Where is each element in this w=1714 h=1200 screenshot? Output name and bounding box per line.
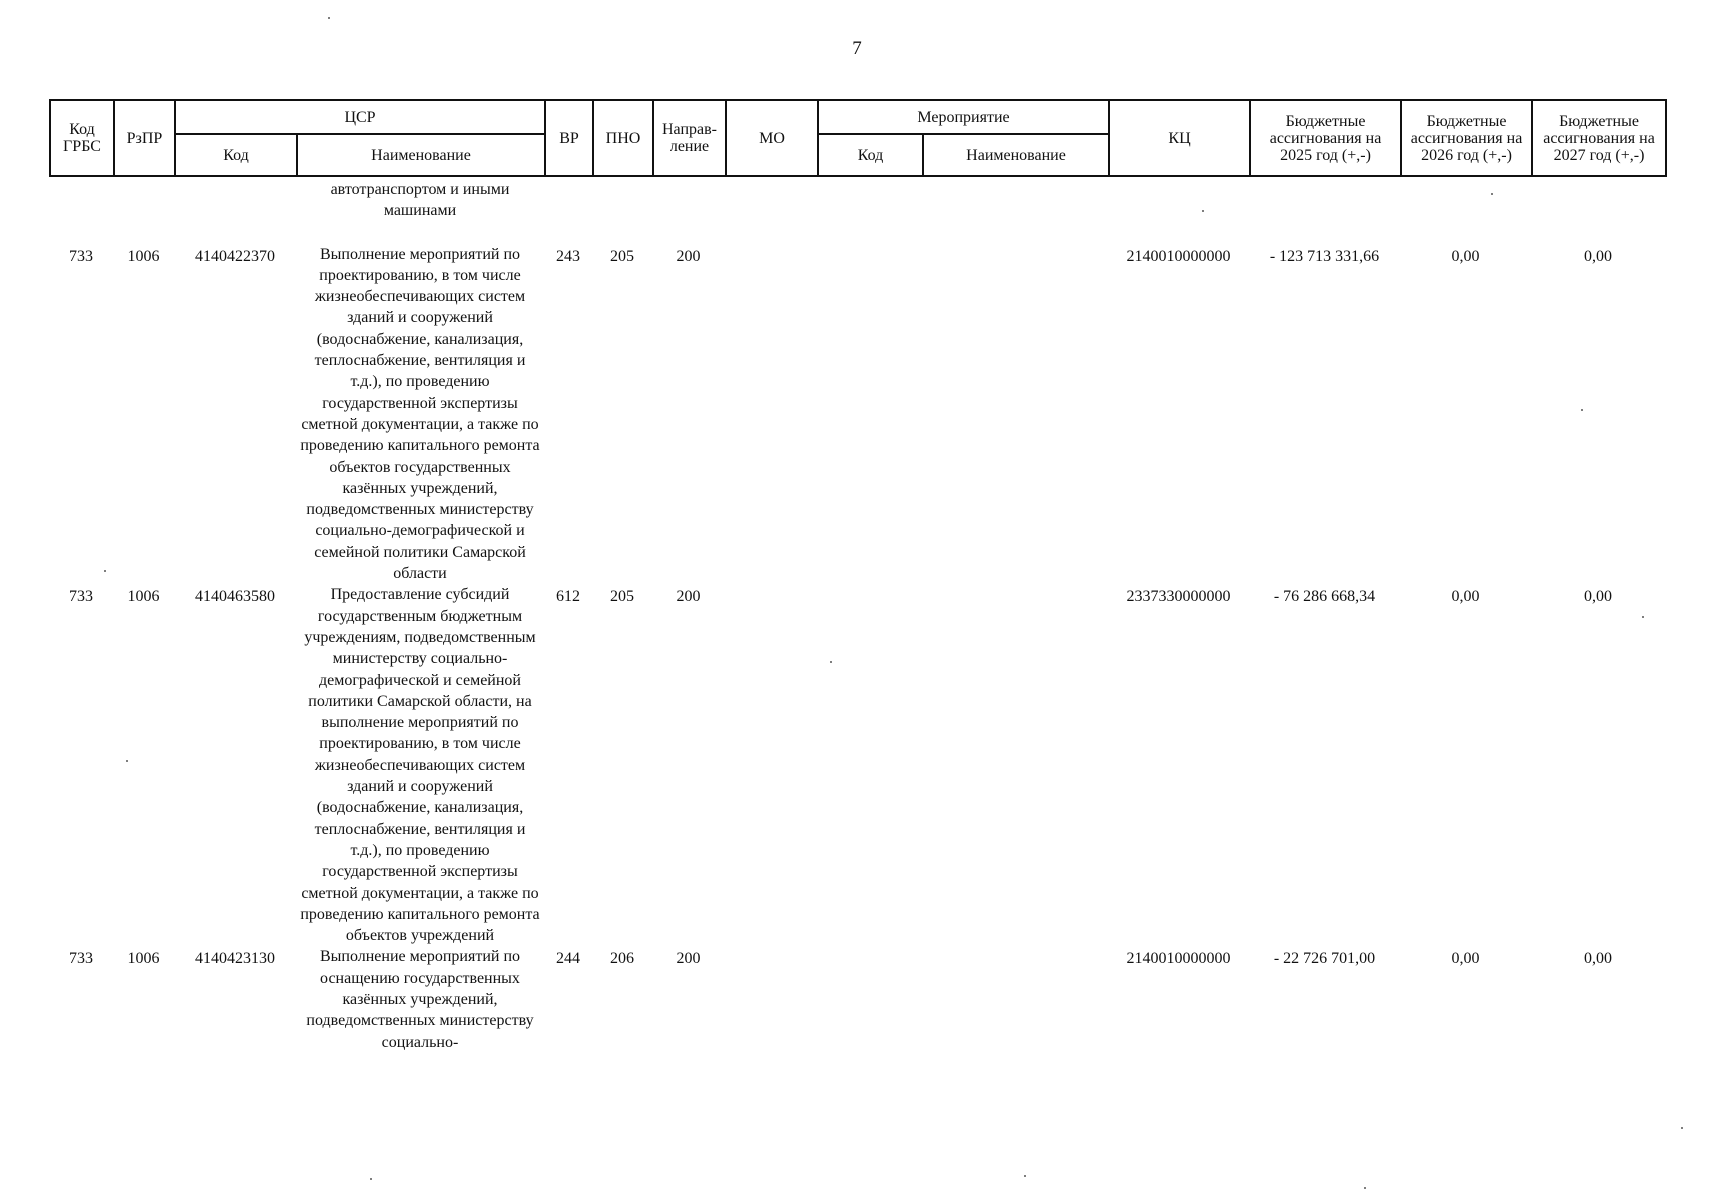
cell-rzpr: 1006 bbox=[127, 247, 160, 265]
cell-csr-kod: 4140463580 bbox=[195, 588, 275, 606]
cell-b2026: 0,00 bbox=[1451, 247, 1480, 265]
cell-mo bbox=[725, 946, 817, 1052]
scan-speck bbox=[328, 17, 330, 19]
cell-b2027: 0,00 bbox=[1584, 950, 1612, 968]
cell-csr-kod: 4140422370 bbox=[195, 247, 275, 265]
header-napravlenie: Направ-ление bbox=[653, 100, 726, 176]
continuation-text: автотранспортом и иными машинами bbox=[330, 181, 510, 220]
header-csr-name: Наименование bbox=[297, 134, 545, 176]
cell-vr: 243 bbox=[556, 247, 580, 265]
header-mer-name: Наименование bbox=[923, 134, 1109, 176]
cell-mer-name bbox=[922, 584, 1108, 946]
cell-napr: 200 bbox=[676, 588, 701, 606]
table-row bbox=[49, 244, 1665, 585]
scan-speck bbox=[830, 661, 832, 663]
page-number: 7 bbox=[852, 38, 862, 59]
table-row bbox=[49, 584, 1665, 946]
cell-grbs: 733 bbox=[69, 247, 93, 265]
cell-rzpr: 1006 bbox=[127, 588, 160, 606]
scan-speck bbox=[1024, 1175, 1026, 1177]
cell-b2027: 0,00 bbox=[1584, 588, 1612, 606]
header-meropriyatie: Мероприятие bbox=[818, 100, 1109, 134]
header-vr: ВР bbox=[545, 100, 593, 176]
cell-b2027: 0,00 bbox=[1584, 247, 1612, 265]
cell-mer-kod bbox=[817, 244, 922, 585]
header-budget-2025: Бюджетные ассигнования на 2025 год (+,-) bbox=[1250, 100, 1401, 176]
cell-mo bbox=[725, 244, 817, 585]
cell-mer-kod bbox=[817, 584, 922, 946]
scan-speck bbox=[1642, 616, 1644, 618]
cell-kc: 2337330000000 bbox=[1126, 588, 1231, 606]
cell-vr: 612 bbox=[556, 588, 580, 606]
scan-speck bbox=[104, 570, 106, 572]
table-row bbox=[49, 946, 1665, 1052]
table-body bbox=[49, 179, 1665, 1053]
header-budget-2026: Бюджетные ассигнования на 2026 год (+,-) bbox=[1401, 100, 1532, 176]
header-kc: КЦ bbox=[1109, 100, 1250, 176]
cell-grbs: 733 bbox=[69, 950, 93, 968]
cell-rzpr: 1006 bbox=[127, 950, 160, 968]
cell-pno: 206 bbox=[610, 950, 634, 968]
cell-mer-kod bbox=[817, 946, 922, 1052]
cell-vr: 244 bbox=[556, 950, 580, 968]
scan-speck bbox=[370, 1178, 372, 1180]
cell-b2025: - 123 713 331,66 bbox=[1269, 247, 1380, 265]
header-pno: ПНО bbox=[593, 100, 653, 176]
continuation-row bbox=[49, 179, 1665, 244]
cell-b2026: 0,00 bbox=[1451, 950, 1480, 968]
cell-mo bbox=[725, 584, 817, 946]
header-budget-2027: Бюджетные ассигнования на 2027 год (+,-) bbox=[1532, 100, 1666, 176]
cell-pno: 205 bbox=[610, 588, 634, 606]
cell-b2025: - 22 726 701,00 bbox=[1273, 950, 1376, 968]
cell-pno: 205 bbox=[610, 247, 634, 265]
cell-napr: 200 bbox=[676, 950, 701, 968]
cell-mer-name bbox=[922, 946, 1108, 1052]
scan-speck bbox=[1202, 210, 1204, 212]
cell-napr: 200 bbox=[676, 247, 701, 265]
cell-csr-name: Выполнение мероприятий по оснащению государственных казённых учреждений, подведомственных министерству социально- bbox=[306, 948, 534, 1051]
scan-speck bbox=[1581, 409, 1583, 411]
header-csr: ЦСР bbox=[175, 100, 545, 134]
header-rzpr: РзПР bbox=[114, 100, 175, 176]
cell-grbs: 733 bbox=[69, 588, 93, 606]
cell-b2026: 0,00 bbox=[1451, 588, 1480, 606]
cell-kc: 2140010000000 bbox=[1126, 247, 1231, 265]
cell-b2025: - 76 286 668,34 bbox=[1273, 588, 1376, 606]
header-csr-kod: Код bbox=[175, 134, 297, 176]
scan-speck bbox=[1491, 193, 1493, 195]
cell-csr-name: Выполнение мероприятий по проектированию, в том числе жизнеобеспечивающих систем зданий и сооружений (водоснабжение, канализация, теплоснабжение, вентиляция и т.д.), по проведению государственной экспертизы сметной документации, а также по проведению капитального ремонта объектов государственных казённых учреждений, подведомственных министерству социально-демографической и семейной политики Самарской области bbox=[300, 245, 540, 583]
scan-speck bbox=[126, 760, 128, 762]
cell-csr-kod: 4140423130 bbox=[195, 950, 275, 968]
cell-mer-name bbox=[922, 244, 1108, 585]
header-kod-grbs: Код ГРБС bbox=[50, 100, 114, 176]
cell-kc: 2140010000000 bbox=[1126, 950, 1231, 968]
header-mo: МО bbox=[726, 100, 818, 176]
table-header bbox=[49, 99, 1667, 177]
scan-speck bbox=[1364, 1187, 1366, 1189]
header-mer-kod: Код bbox=[818, 134, 923, 176]
cell-csr-name: Предоставление субсидий государственным бюджетным учреждениям, подведомственным министерству социально-демографической и семейной политики Самарской области, на выполнение мероприятий по проектированию, в том числе жизнеобеспечивающих систем зданий и сооружений (водоснабжение, канализация, теплоснабжение, вентиляция и т.д.), по проведению государственной экспертизы сметной документации, а также по проведению капитального ремонта объектов учреждений bbox=[300, 586, 540, 945]
scan-speck bbox=[1681, 1127, 1683, 1129]
